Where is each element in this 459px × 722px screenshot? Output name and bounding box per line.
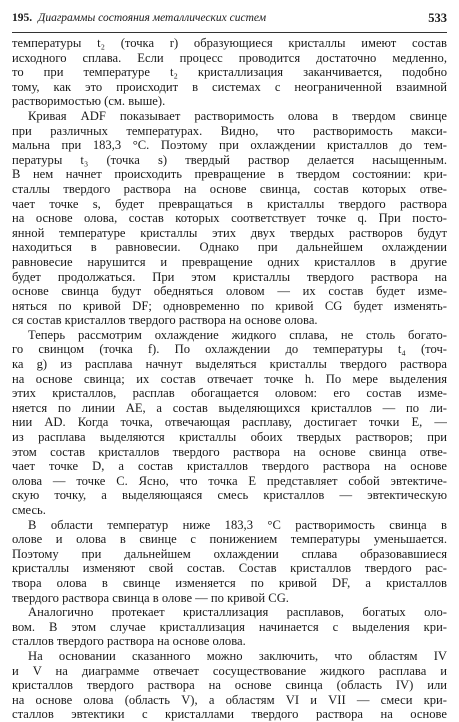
text-line: тому, как это происходит в системах с неограниченной взаимной — [12, 79, 447, 94]
text-line: вом. В этом случае кристаллизация начинается с выделения кри- — [12, 619, 447, 634]
text-line: сталлов эвтектики с кристаллами твердого раствора на основе — [12, 707, 447, 722]
text-line: смесь. — [12, 503, 46, 517]
paragraph — [12, 109, 447, 328]
text-line: кристаллов твердого раствора на основе свинца (область IV) или — [12, 678, 447, 693]
text-line: этих кристаллов, расплав обогащается оловом: его состав изме- — [12, 386, 447, 401]
text-line: находиться в равновесии. Однако при дальнейшем охлаждении — [12, 240, 447, 255]
paragraph — [12, 518, 447, 606]
paragraph — [12, 649, 447, 722]
text-line: нии AD. Когда точка, отвечающая расплаву, достигает точки E, — — [12, 415, 447, 430]
text-line: равновесие нарушится и превращение одних кристаллов в другие — [12, 254, 447, 269]
text-line: твердого раствора свинца в олове — по кривой CG. — [12, 590, 289, 605]
text-line: няется по линии AE, а состав выделяющихся кристаллов — по ли- — [12, 400, 447, 415]
text-line: чает точке D, а состав кристаллов твердого раствора на основе — [12, 459, 447, 474]
header-left — [12, 12, 266, 24]
text-line: то при температуре t₂ кристаллизация заканчивается, подобно — [12, 65, 447, 80]
page-body — [12, 36, 447, 722]
text-line: пературы t₃ (точка s) твердый раствор делается насыщенным. — [12, 152, 447, 167]
text-line: Теперь рассмотрим охлаждение жидкого сплава, не столь богато- — [28, 327, 447, 342]
section-number: 195. — [12, 12, 33, 24]
text-line: Кривая ADF показывает растворимость олова в твердом свинце — [28, 108, 447, 123]
text-line: Аналогично протекает кристаллизация расплавов, богатых оло- — [28, 605, 447, 620]
text-line: на основе олова, состав которых соответствует точке q. При посто- — [12, 211, 447, 226]
text-line: В нем начнет происходить превращение в твердом состоянии: кри- — [12, 167, 447, 182]
paragraph — [12, 328, 447, 518]
text-line: сталлов твердого раствора на основе олова. — [12, 634, 246, 649]
text-line: скую точку, а выделяющаяся смесь кристаллов — эвтектическую — [12, 488, 447, 503]
paragraph — [12, 36, 447, 109]
text-line: ся состав кристаллов твердого раствора на основе олова. — [12, 313, 318, 328]
text-line: этом состав кристаллов твердого раствора на основе свинца отве- — [12, 444, 447, 459]
text-line: На основании сказанного можно заключить, что областям IV — [28, 648, 447, 663]
text-line: на основе свинца; их состав отвечает точке h. По мере выделения — [12, 371, 447, 386]
section-title: Диаграммы состояния металлических систем — [38, 12, 267, 24]
text-line: няться по кривой DF; одновременно по кривой CG будет изменять- — [12, 298, 447, 313]
text-line: мальна при 183,3 °C. Поэтому при охлаждении кристаллов до тем- — [12, 138, 447, 153]
text-line: янной температуре кристаллы этих двух твердых растворов будут — [12, 225, 447, 240]
text-line: го свинцом (точка f). По охлаждении до температуры t₄ (точ- — [12, 342, 447, 357]
text-line: растворимостью (см. выше). — [12, 94, 166, 109]
text-line: олова — точке C. Ясно, что точка E представляет собой эвтектиче- — [12, 473, 447, 488]
text-line: Поэтому при дальнейшем охлаждении сплава образовавшиеся — [12, 546, 447, 561]
running-header — [12, 10, 447, 33]
text-line: температуры t₂ (точка r) образующиеся кристаллы имеют состав — [12, 36, 447, 50]
text-line: олове и олова в свинце с понижением температуры уменьшается. — [12, 532, 447, 547]
text-line: чает точке s, будет превращаться в кристаллы твердого раствора — [12, 196, 447, 211]
text-line: из расплава выделяются кристаллы обоих твердых растворов; при — [12, 430, 447, 445]
text-line: В области температур ниже 183,3 °C растворимость свинца в — [28, 517, 447, 532]
text-line: и V на диаграмме отвечает сосуществование жидкого расплава и — [12, 663, 447, 678]
page-number: 533 — [428, 11, 447, 25]
text-line: будет продолжаться. При этом кристаллы твердого раствора на — [12, 269, 447, 284]
text-line: при различных температурах. Видно, что растворимость макси- — [12, 123, 447, 138]
paragraph — [12, 605, 447, 649]
text-line: сталлы твердого раствора на основе свинца, состав которых отве- — [12, 181, 447, 196]
text-line: кристаллы изменяют свой состав. Состав кристаллов твердого рас- — [12, 561, 447, 576]
text-line: твора олова в свинце изменяется по кривой DF, а кристаллов — [12, 575, 447, 590]
text-line: основе свинца будут обедняться оловом — их состав будет изме- — [12, 284, 447, 299]
text-line: исходного сплава. Если процесс проводится достаточно медленно, — [12, 50, 447, 65]
text-line: на основе олова (область V), а областям VI и VII — смеси кри- — [12, 692, 447, 707]
text-line: ка g) из расплава начнут выделяться кристаллы твердого раствора — [12, 357, 447, 372]
